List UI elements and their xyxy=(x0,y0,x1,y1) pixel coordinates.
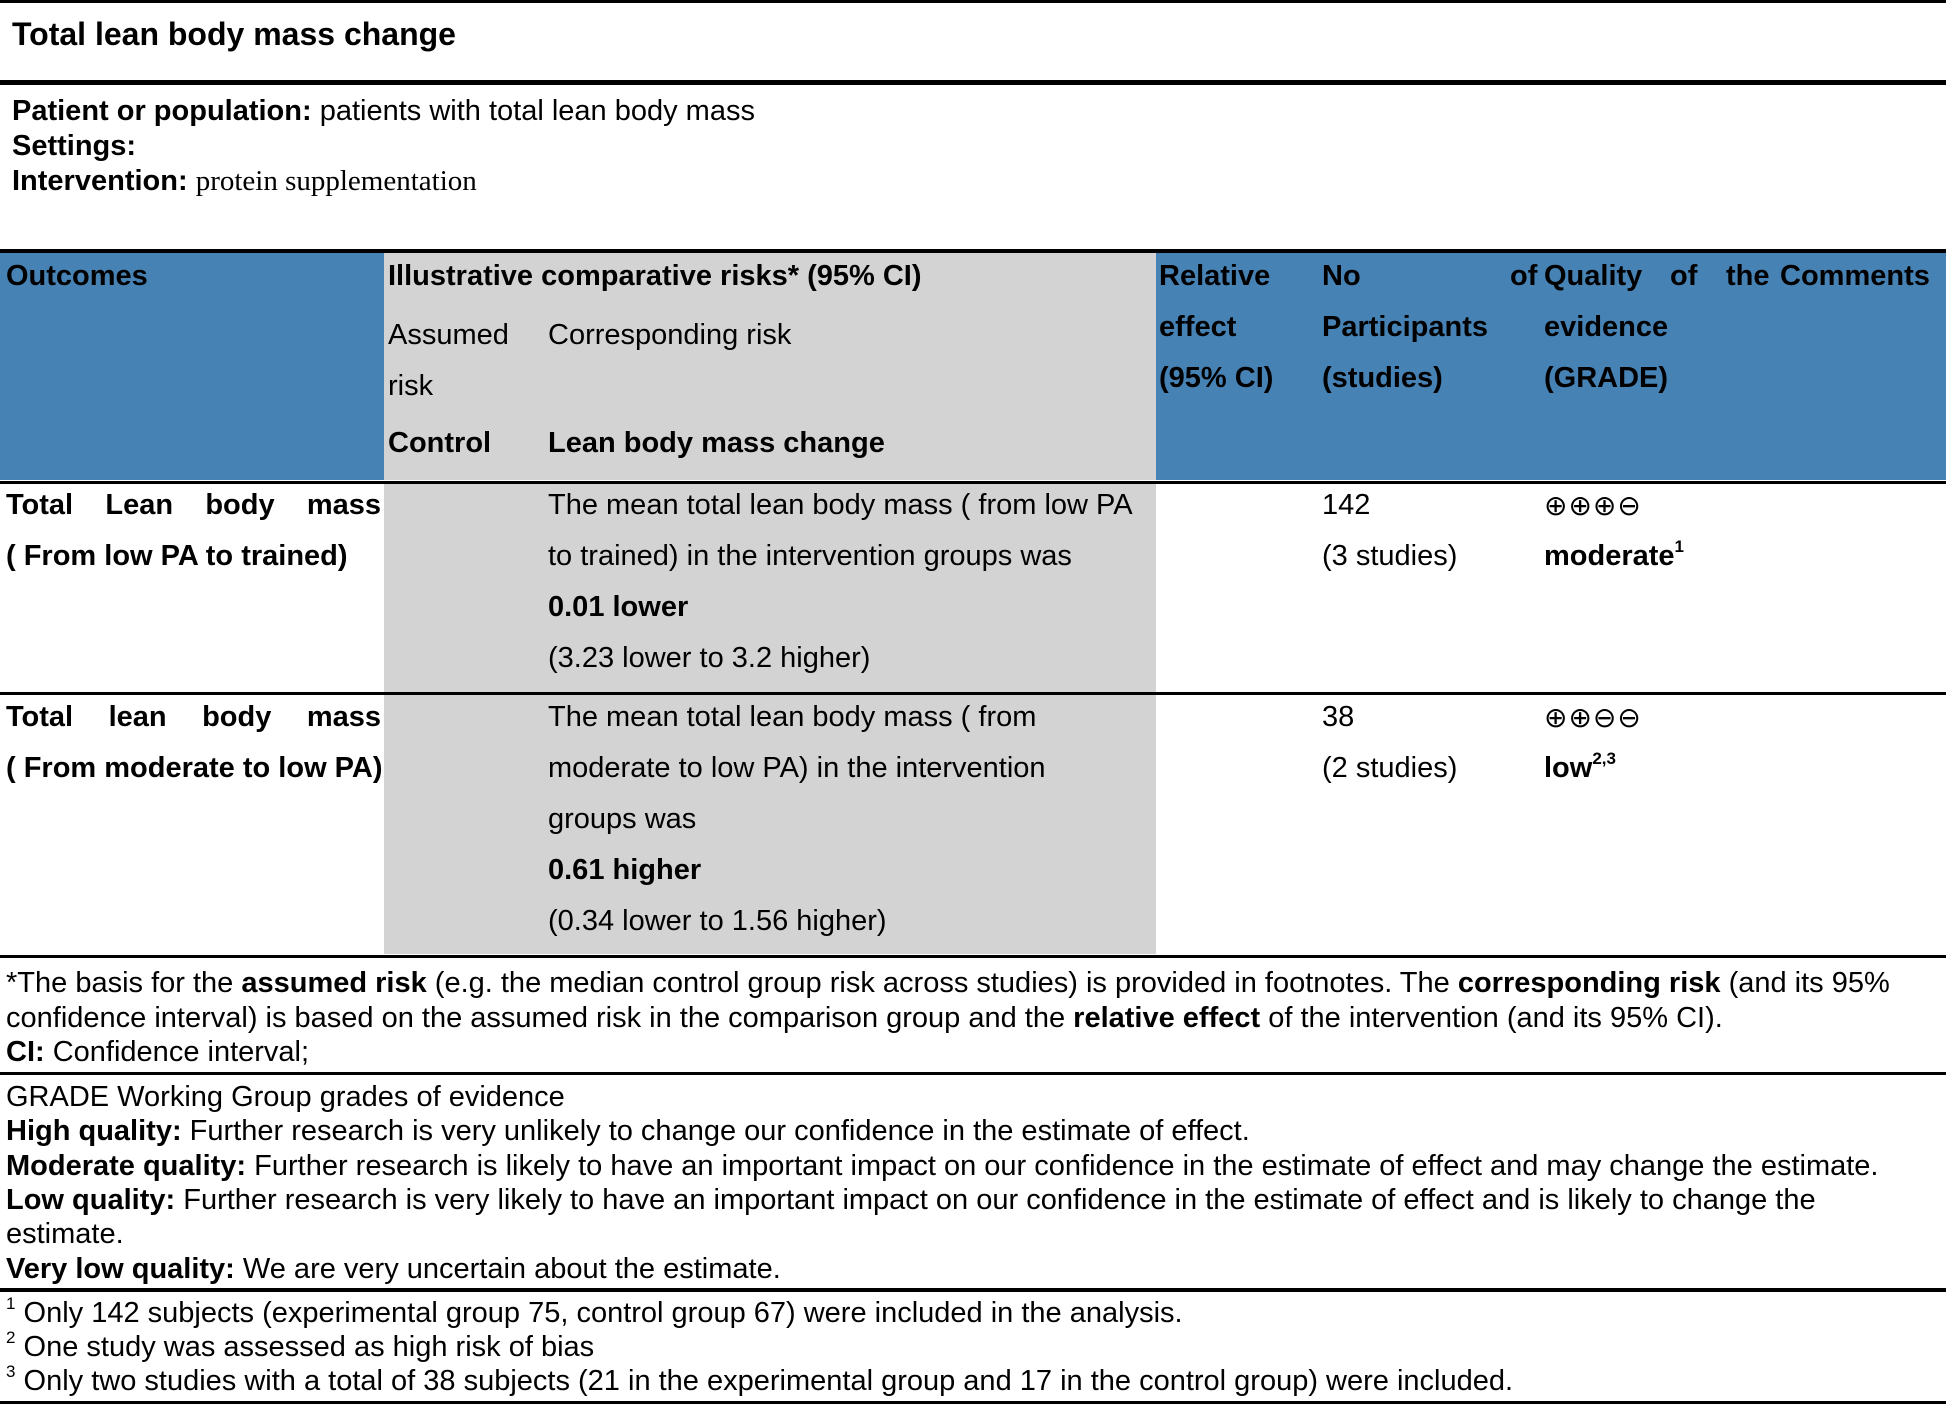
note-confidence xyxy=(6,1001,1723,1035)
row1-corresponding-line1: The mean total lean body mass ( from low PA xyxy=(548,489,1133,521)
row2-grade-sup: 2,3 xyxy=(1592,749,1616,769)
header-relative-2: effect xyxy=(1159,311,1237,343)
population-value: patients with total lean body mass xyxy=(319,95,755,127)
row1-outcome-word: body xyxy=(205,489,275,521)
footnote-number: 3 xyxy=(6,1362,16,1382)
population-line xyxy=(12,94,755,128)
intervention-value: protein supplementation xyxy=(195,165,477,197)
note-text: confidence interval) is based on the assumed risk in the comparison group and the xyxy=(6,1002,1074,1034)
row1-outcome-word: Total xyxy=(6,489,74,521)
row1-outcome-line1 xyxy=(6,480,381,531)
note-text: (e.g. the median control group risk across studies) is provided in footnotes. The xyxy=(426,967,1458,999)
note-text: Confidence interval; xyxy=(44,1036,310,1068)
row1-outcome-line2: ( From low PA to trained) xyxy=(6,540,348,572)
header-assumed-risk-1: Assumed xyxy=(388,319,509,351)
row1-studies: (3 studies) xyxy=(1322,540,1458,572)
row2-corresponding-ci: (0.34 lower to 1.56 higher) xyxy=(548,905,887,937)
row2-outcome-word: lean xyxy=(108,701,167,733)
row2-grade-label: low xyxy=(1544,752,1593,784)
row2-grade-label-line xyxy=(1544,743,1616,794)
row2-outcome-line2: ( From moderate to low PA) xyxy=(6,752,383,784)
grade-high xyxy=(6,1114,1250,1148)
row2-participants: 38 xyxy=(1322,701,1355,733)
row1-participants: 142 xyxy=(1322,489,1371,521)
row2-studies: (2 studies) xyxy=(1322,752,1458,784)
header-quality: Quality xyxy=(1544,260,1643,292)
header-relative-3: (95% CI) xyxy=(1159,362,1274,394)
row2-corresponding-line2: moderate to low PA) in the intervention xyxy=(548,752,1046,784)
grade-text: Further research is very unlikely to change our confidence in the estimate of effect. xyxy=(181,1115,1250,1147)
header-no: No xyxy=(1322,260,1361,292)
row1-grade-label-line xyxy=(1544,531,1684,582)
grade-text: Further research is very likely to have an important impact on our confidence in the estimate of effect and is likely to change the xyxy=(175,1184,1816,1216)
header-illustrative-risks: Illustrative comparative risks* (95% CI) xyxy=(388,260,922,292)
grade-text: We are very uncertain about the estimate. xyxy=(234,1253,781,1285)
row2-outcome-line1 xyxy=(6,692,381,743)
grade-heading: GRADE Working Group grades of evidence xyxy=(6,1081,565,1113)
row1-corresponding-value: 0.01 lower xyxy=(548,591,689,623)
note-text: (and its 95% xyxy=(1720,967,1890,999)
header-participants: Participants xyxy=(1322,311,1488,343)
row1-corresponding-ci: (3.23 lower to 3.2 higher) xyxy=(548,642,871,674)
grade-rule xyxy=(0,1288,1946,1292)
header-outcomes: Outcomes xyxy=(6,260,148,292)
row2-corresponding-line3: groups was xyxy=(548,803,697,835)
header-comments: Comments xyxy=(1780,260,1930,292)
header-assumed-risk-2: risk xyxy=(388,370,434,402)
grade-label: High quality: xyxy=(6,1115,182,1147)
note-assumed-risk xyxy=(6,966,1890,1000)
note-text: *The basis for the xyxy=(6,967,242,999)
bottom-rule xyxy=(0,1401,1946,1404)
header-lean-change: Lean body mass change xyxy=(548,427,885,459)
footnote-1 xyxy=(6,1296,1183,1330)
grade-label: Low quality: xyxy=(6,1184,176,1216)
grade-low xyxy=(6,1183,1816,1217)
note-bold: corresponding risk xyxy=(1457,967,1721,999)
header-studies: (studies) xyxy=(1322,362,1443,394)
grade-moderate xyxy=(6,1149,1878,1183)
header-grade: (GRADE) xyxy=(1544,362,1669,394)
row1-outcome-word: mass xyxy=(306,489,382,521)
footnote-number: 1 xyxy=(6,1294,16,1314)
footnote-text: Only 142 subjects (experimental group 75, control group 67) were included in the analysis. xyxy=(15,1297,1183,1329)
row1-grade-label: moderate xyxy=(1544,540,1675,572)
grade-text: Further research is likely to have an important impact on our confidence in the estimate of effect and may change the estimate. xyxy=(246,1150,1879,1182)
table-title: Total lean body mass change xyxy=(12,16,456,52)
row2-grade-symbols: ⊕⊕⊖⊖ xyxy=(1544,701,1642,734)
footnote-text: One study was assessed as high risk of bias xyxy=(15,1331,595,1363)
population-label: Patient or population: xyxy=(12,95,312,127)
intervention-label: Intervention: xyxy=(12,165,188,197)
note-ci xyxy=(6,1035,309,1069)
grade-label: Moderate quality: xyxy=(6,1150,247,1182)
row2-corresponding-line1: The mean total lean body mass ( from xyxy=(548,701,1037,733)
settings-line xyxy=(12,129,136,163)
row2-outcome-word: mass xyxy=(306,701,382,733)
grade-low-cont: estimate. xyxy=(6,1218,124,1250)
row2-outcome-word: Total xyxy=(6,701,74,733)
footnote-text: Only two studies with a total of 38 subjects (21 in the experimental group and 17 in the control group) were included. xyxy=(15,1365,1514,1397)
top-rule xyxy=(0,0,1946,3)
note-bold: relative effect xyxy=(1073,1002,1261,1034)
row2-corresponding-value: 0.61 higher xyxy=(548,854,702,886)
header-quality-the: the xyxy=(1726,260,1770,292)
title-rule xyxy=(0,80,1946,85)
note-bold: CI: xyxy=(6,1036,45,1068)
note-bold: assumed risk xyxy=(241,967,427,999)
grade-very-low xyxy=(6,1252,781,1286)
footnote-3 xyxy=(6,1364,1513,1398)
row2-outcome-word: body xyxy=(202,701,272,733)
footnote-2 xyxy=(6,1330,594,1364)
row1-corresponding-line2: to trained) in the intervention groups was xyxy=(548,540,1072,572)
row1-outcome-word: Lean xyxy=(105,489,174,521)
intervention-line xyxy=(12,164,477,198)
settings-label: Settings: xyxy=(12,130,137,162)
footnote-number: 2 xyxy=(6,1328,16,1348)
header-corresponding-risk: Corresponding risk xyxy=(548,319,792,351)
header-relative-1: Relative xyxy=(1159,260,1271,292)
notes-rule xyxy=(0,1072,1946,1075)
header-control: Control xyxy=(388,427,492,459)
header-top-rule xyxy=(0,249,1946,253)
header-of: of xyxy=(1510,260,1538,292)
header-quality-of: of xyxy=(1670,260,1698,292)
header-evidence: evidence xyxy=(1544,311,1669,343)
table-bottom-rule xyxy=(0,955,1946,958)
row1-grade-sup: 1 xyxy=(1674,537,1685,557)
note-text: of the intervention (and its 95% CI). xyxy=(1260,1002,1723,1034)
row1-grade-symbols: ⊕⊕⊕⊖ xyxy=(1544,489,1642,522)
grade-label: Very low quality: xyxy=(6,1253,235,1285)
